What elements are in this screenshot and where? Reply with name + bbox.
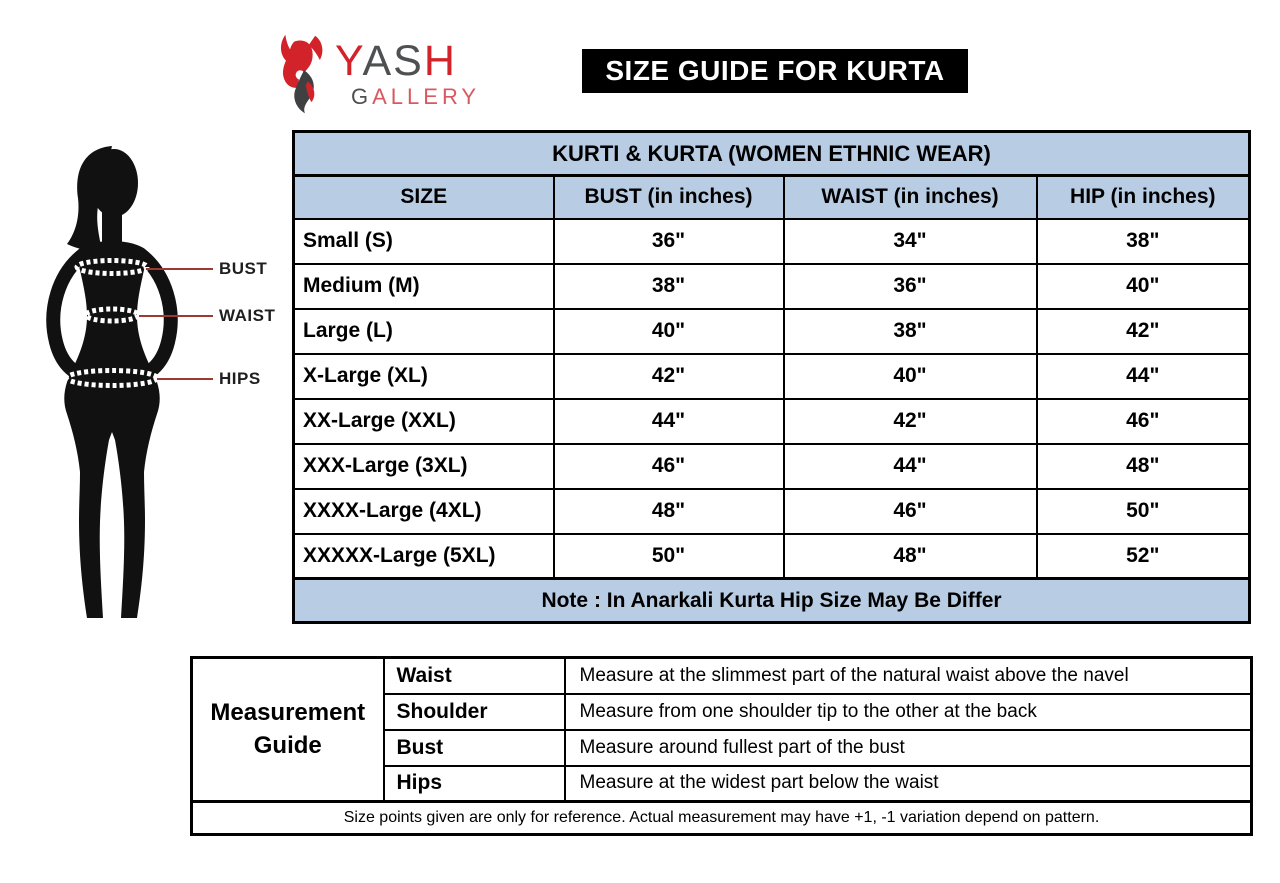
waist-value-cell: 46" bbox=[784, 489, 1037, 534]
column-header-waist: WAIST (in inches) bbox=[784, 176, 1037, 219]
hip-value-cell: 46" bbox=[1037, 399, 1250, 444]
hip-value-cell: 42" bbox=[1037, 309, 1250, 354]
hip-value-cell: 44" bbox=[1037, 354, 1250, 399]
table-row bbox=[294, 489, 1250, 534]
measure-desc-waist: Measure at the slimmest part of the natural waist above the navel bbox=[565, 658, 1252, 694]
waist-value-cell: 48" bbox=[784, 534, 1037, 579]
bust-value-cell: 36" bbox=[554, 219, 784, 264]
bust-value-cell: 38" bbox=[554, 264, 784, 309]
measure-label-bust: Bust bbox=[384, 730, 565, 766]
logo-brand-subname bbox=[351, 86, 480, 108]
bust-value-cell: 48" bbox=[554, 489, 784, 534]
measure-label-shoulder: Shoulder bbox=[384, 694, 565, 730]
size-name-cell: Medium (M) bbox=[294, 264, 554, 309]
hip-value-cell: 48" bbox=[1037, 444, 1250, 489]
logo-letter-h: H bbox=[423, 37, 457, 85]
column-header-size: SIZE bbox=[294, 176, 554, 219]
measurement-guide-table bbox=[190, 656, 1253, 836]
table-row bbox=[294, 219, 1250, 264]
logo-woman-icon bbox=[276, 32, 332, 116]
column-header-bust: BUST (in inches) bbox=[554, 176, 784, 219]
waist-pointer-line bbox=[139, 315, 213, 317]
measure-desc-hips: Measure at the widest part below the waist bbox=[565, 766, 1252, 802]
hips-label: HIPS bbox=[219, 369, 261, 388]
reference-disclaimer: Size points given are only for reference. Actual measurement may have +1, -1 variation depend on pattern. bbox=[192, 802, 1252, 835]
table-row bbox=[294, 534, 1250, 579]
page-title: SIZE GUIDE FOR KURTA bbox=[582, 49, 968, 93]
bust-value-cell: 44" bbox=[554, 399, 784, 444]
measure-desc-bust: Measure around fullest part of the bust bbox=[565, 730, 1252, 766]
size-name-cell: Large (L) bbox=[294, 309, 554, 354]
bust-pointer-line bbox=[146, 268, 213, 270]
logo-letters-as: AS bbox=[362, 37, 424, 85]
size-name-cell: XXXXX-Large (5XL) bbox=[294, 534, 554, 579]
logo-text bbox=[335, 32, 480, 108]
table-row bbox=[294, 264, 1250, 309]
bust-label: BUST bbox=[219, 259, 268, 278]
table-row bbox=[294, 309, 1250, 354]
logo-letter-y: Y bbox=[335, 37, 363, 85]
anarkali-note: Note : In Anarkali Kurta Hip Size May Be Differ bbox=[294, 579, 1250, 623]
table-row bbox=[294, 444, 1250, 489]
hips-pointer-line bbox=[157, 378, 213, 380]
size-name-cell: XX-Large (XXL) bbox=[294, 399, 554, 444]
table-row bbox=[192, 658, 1252, 694]
yash-gallery-logo bbox=[276, 32, 480, 116]
size-name-cell: XXX-Large (3XL) bbox=[294, 444, 554, 489]
table-row bbox=[294, 399, 1250, 444]
waist-value-cell: 40" bbox=[784, 354, 1037, 399]
bust-value-cell: 40" bbox=[554, 309, 784, 354]
size-chart-note-row bbox=[294, 579, 1250, 623]
hip-value-cell: 50" bbox=[1037, 489, 1250, 534]
hip-value-cell: 40" bbox=[1037, 264, 1250, 309]
measurement-guide-footer-row bbox=[192, 802, 1252, 835]
waist-value-cell: 42" bbox=[784, 399, 1037, 444]
bust-value-cell: 42" bbox=[554, 354, 784, 399]
woman-silhouette-figure bbox=[40, 140, 220, 625]
measure-desc-shoulder: Measure from one shoulder tip to the other at the back bbox=[565, 694, 1252, 730]
bust-value-cell: 46" bbox=[554, 444, 784, 489]
waist-value-cell: 36" bbox=[784, 264, 1037, 309]
waist-label: WAIST bbox=[219, 306, 276, 325]
logo-brand-name bbox=[335, 37, 480, 85]
size-name-cell: Small (S) bbox=[294, 219, 554, 264]
size-chart-title: KURTI & KURTA (WOMEN ETHNIC WEAR) bbox=[294, 132, 1250, 176]
hip-value-cell: 38" bbox=[1037, 219, 1250, 264]
measurement-guide-title: Measurement Guide bbox=[192, 658, 384, 802]
table-row bbox=[294, 354, 1250, 399]
logo-letter-g: G bbox=[351, 84, 373, 109]
measure-label-waist: Waist bbox=[384, 658, 565, 694]
waist-value-cell: 44" bbox=[784, 444, 1037, 489]
waist-value-cell: 34" bbox=[784, 219, 1037, 264]
hip-value-cell: 52" bbox=[1037, 534, 1250, 579]
figure-body bbox=[64, 241, 159, 618]
size-chart-header-row bbox=[294, 176, 1250, 219]
size-name-cell: X-Large (XL) bbox=[294, 354, 554, 399]
size-name-cell: XXXX-Large (4XL) bbox=[294, 489, 554, 534]
measure-label-hips: Hips bbox=[384, 766, 565, 802]
size-chart-table bbox=[292, 130, 1251, 624]
size-chart-title-row bbox=[294, 132, 1250, 176]
bust-value-cell: 50" bbox=[554, 534, 784, 579]
logo-letters-allery: ALLERY bbox=[372, 84, 481, 109]
column-header-hip: HIP (in inches) bbox=[1037, 176, 1250, 219]
figure-head bbox=[90, 149, 138, 217]
waist-value-cell: 38" bbox=[784, 309, 1037, 354]
